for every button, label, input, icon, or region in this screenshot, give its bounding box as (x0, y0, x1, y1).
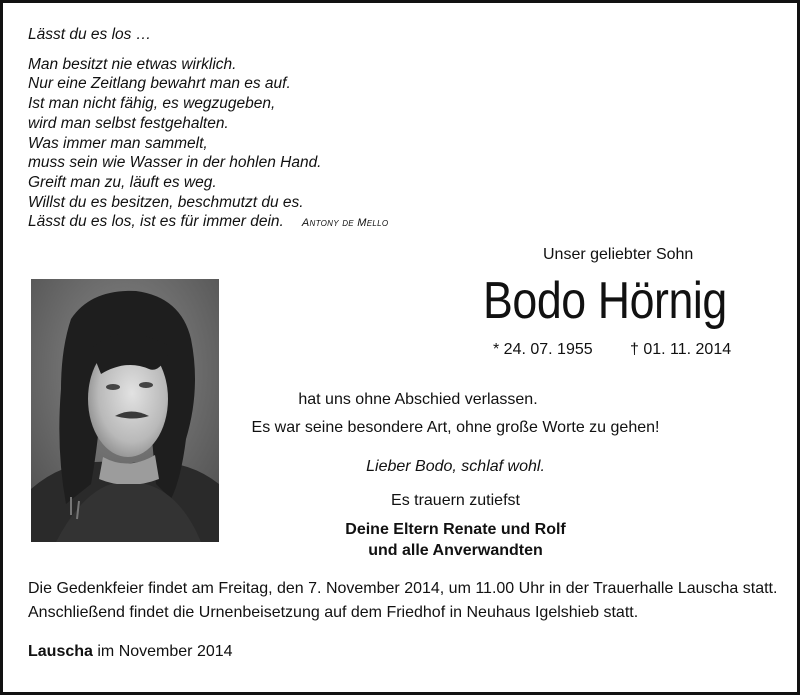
portrait-illustration (31, 279, 219, 542)
message-line-2: Es war seine besondere Art, ohne große Worte zu gehen! (251, 419, 660, 436)
poem-line: Man besitzt nie etwas wirklich. (28, 55, 237, 73)
poem-line: wird man selbst festgehalten. (28, 114, 229, 132)
poem-author: Antony de Mello (301, 217, 389, 230)
poem-line: Ist man nicht fähig, es wegzugeben, (28, 95, 276, 113)
poem-line-last (28, 212, 588, 234)
farewell-line: Lieber Bodo, schlaf wohl. (366, 458, 545, 475)
mourners-family-1: Deine Eltern Renate und Rolf (345, 521, 566, 538)
poem-line: muss sein wie Wasser in der hohlen Hand. (28, 154, 322, 172)
poem-line: Nur eine Zeitlang bewahrt man es auf. (28, 75, 291, 93)
date-text: im November 2014 (97, 643, 233, 660)
place-date (28, 643, 233, 661)
deceased-name: Bodo Hörnig (483, 272, 727, 330)
death-date: † 01. 11. 2014 (630, 341, 732, 358)
poem-line: Lässt du es los, ist es für immer dein. (28, 213, 284, 231)
place: Lauscha (28, 643, 93, 660)
burial-info: Anschließend findet die Urnenbeisetzung auf dem Friedhof in Neuhaus Igelshieb statt. (28, 604, 639, 621)
birth-date: * 24. 07. 1955 (493, 341, 593, 358)
mourners-intro: Es trauern zutiefst (391, 492, 520, 509)
deceased-intro: Unser geliebter Sohn (543, 246, 694, 263)
poem-line: Was immer man sammelt, (28, 134, 208, 152)
poem-intro: Lässt du es los … (28, 26, 152, 43)
message-line-1: hat uns ohne Abschied verlassen. (298, 391, 538, 408)
mourners-family-2: und alle Anverwandten (368, 542, 543, 559)
poem (28, 25, 588, 234)
ceremony-info: Die Gedenkfeier findet am Freitag, den 7. November 2014, um 11.00 Uhr in der Trauerhalle Lauscha statt. (28, 580, 778, 597)
portrait-photo (31, 279, 219, 542)
poem-line: Greift man zu, läuft es weg. (28, 173, 217, 191)
poem-line: Willst du es besitzen, beschmutzt du es. (28, 193, 304, 211)
